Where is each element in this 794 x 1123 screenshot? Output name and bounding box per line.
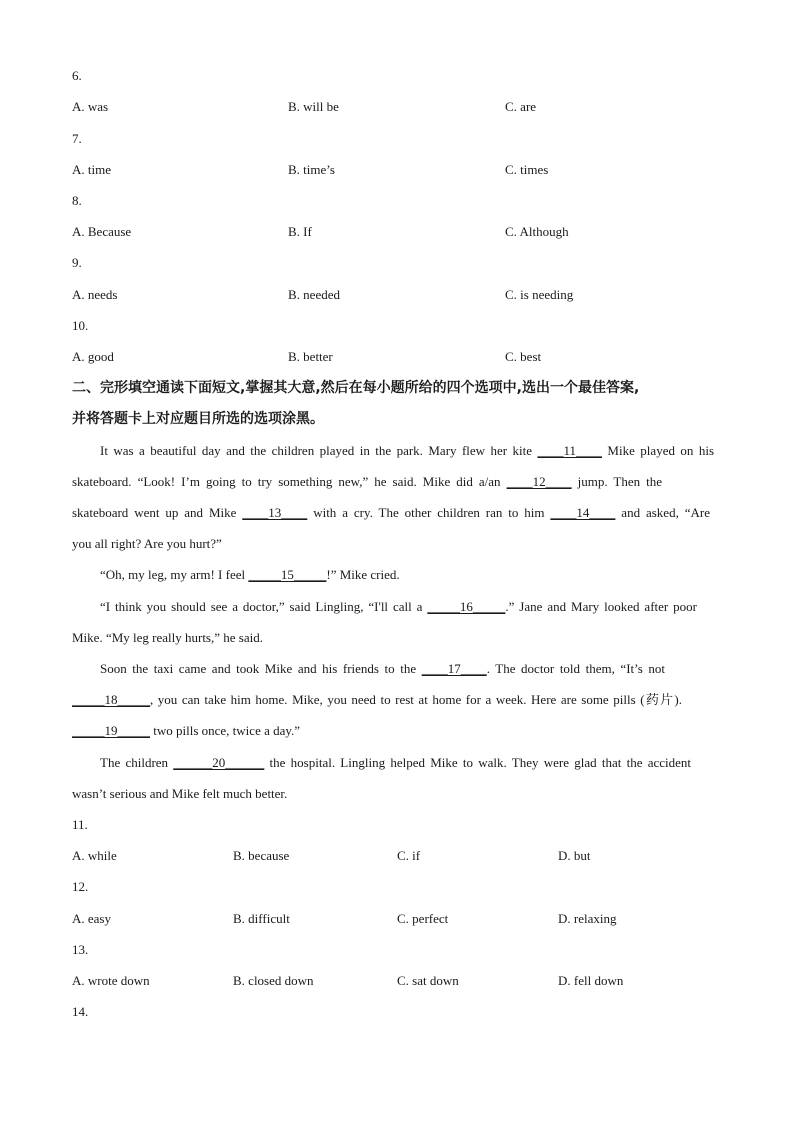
passage-text: . The doctor told them, “It’s not bbox=[486, 661, 665, 676]
option-a: A. good bbox=[72, 349, 114, 364]
blank-19: _____19_____ bbox=[72, 723, 150, 738]
blank-20: ______20______ bbox=[173, 755, 265, 770]
question-number: 10. bbox=[72, 318, 89, 333]
passage-line bbox=[100, 443, 714, 459]
passage-line bbox=[100, 599, 697, 615]
blank-12: ____12____ bbox=[506, 474, 572, 489]
option-c: C. is needing bbox=[505, 287, 574, 302]
option-b: B. time’s bbox=[288, 162, 335, 177]
option-a: A. was bbox=[72, 99, 109, 114]
passage-line bbox=[100, 567, 752, 583]
option-a: A. Because bbox=[72, 224, 132, 239]
passage-text: Soon the taxi came and took Mike and his friends to the bbox=[100, 661, 422, 676]
option-c: C. sat down bbox=[397, 973, 459, 988]
question-number: 9. bbox=[72, 255, 82, 270]
option-d: D. but bbox=[558, 848, 591, 863]
passage-text: with a cry. The other children ran to him bbox=[307, 505, 551, 520]
option-a: A. while bbox=[72, 848, 117, 863]
question-number: 7. bbox=[72, 131, 82, 146]
passage-line bbox=[72, 474, 662, 490]
option-a: A. time bbox=[72, 162, 111, 177]
option-a: A. easy bbox=[72, 911, 111, 926]
option-b: B. because bbox=[233, 848, 290, 863]
question-number: 8. bbox=[72, 193, 82, 208]
section-heading-cont: 并将答题卡上对应题目所选的选项涂黑。 bbox=[72, 411, 324, 427]
option-c: C. are bbox=[505, 99, 537, 114]
passage-text: skateboard. “Look! I’m going to try something new,” he said. Mike did a/an bbox=[72, 474, 507, 489]
option-c: C. Although bbox=[505, 224, 569, 239]
option-b: B. difficult bbox=[233, 911, 290, 926]
section-heading: 二、完形填空通读下面短文,掌握其大意,然后在每小题所给的四个选项中,选出一个最佳答案, bbox=[72, 380, 640, 396]
passage-line bbox=[72, 505, 710, 521]
option-d: D. fell down bbox=[558, 973, 624, 988]
blank-14: ____14____ bbox=[550, 505, 616, 520]
passage-text: the hospital. Lingling helped Mike to walk. They were glad that the accident bbox=[264, 755, 692, 770]
option-a: A. needs bbox=[72, 287, 118, 302]
passage-line bbox=[100, 661, 665, 677]
blank-18: _____18_____ bbox=[72, 692, 150, 707]
question-number: 12. bbox=[72, 879, 89, 894]
passage-text: Mike played on his bbox=[602, 443, 715, 458]
option-c: C. times bbox=[505, 162, 549, 177]
option-c: C. perfect bbox=[397, 911, 449, 926]
question-number: 6. bbox=[72, 68, 82, 83]
passage-text: and asked, “Are bbox=[615, 505, 710, 520]
option-a: A. wrote down bbox=[72, 973, 150, 988]
option-b: B. will be bbox=[288, 99, 339, 114]
option-b: B. needed bbox=[288, 287, 340, 302]
passage-text: “Oh, my leg, my arm! I feel bbox=[100, 567, 249, 582]
passage-text: two pills once, twice a day.” bbox=[150, 723, 301, 738]
option-b: B. closed down bbox=[233, 973, 314, 988]
passage-text: The children bbox=[100, 755, 174, 770]
passage-text: !” Mike cried. bbox=[326, 567, 400, 582]
passage-text: .” Jane and Mary looked after poor bbox=[505, 599, 697, 614]
question-number: 11. bbox=[72, 817, 88, 832]
question-number: 14. bbox=[72, 1004, 89, 1019]
blank-17: ____17____ bbox=[421, 661, 487, 676]
blank-15: _____15_____ bbox=[248, 567, 327, 582]
option-c: C. best bbox=[505, 349, 542, 364]
question-number: 13. bbox=[72, 942, 89, 957]
passage-text: , you can take him home. Mike, you need to rest at home for a week. Here are some pills (药片). bbox=[150, 692, 682, 707]
passage-text: jump. Then the bbox=[571, 474, 662, 489]
passage-line bbox=[100, 755, 691, 771]
passage-text: “I think you should see a doctor,” said Lingling, “I'll call a bbox=[100, 599, 428, 614]
passage-line: wasn’t serious and Mike felt much better. bbox=[72, 786, 288, 801]
passage-text: It was a beautiful day and the children played in the park. Mary flew her kite bbox=[100, 443, 538, 458]
passage-line bbox=[72, 723, 724, 739]
option-b: B. If bbox=[288, 224, 312, 239]
passage-text: skateboard went up and Mike bbox=[72, 505, 243, 520]
passage-line bbox=[72, 692, 682, 708]
blank-13: ____13____ bbox=[242, 505, 308, 520]
passage-line: you all right? Are you hurt?” bbox=[72, 536, 222, 551]
option-c: C. if bbox=[397, 848, 421, 863]
option-d: D. relaxing bbox=[558, 911, 617, 926]
blank-11: ____11____ bbox=[537, 443, 602, 458]
blank-16: _____16_____ bbox=[427, 599, 506, 614]
passage-line: Mike. “My leg really hurts,” he said. bbox=[72, 630, 263, 645]
option-b: B. better bbox=[288, 349, 333, 364]
